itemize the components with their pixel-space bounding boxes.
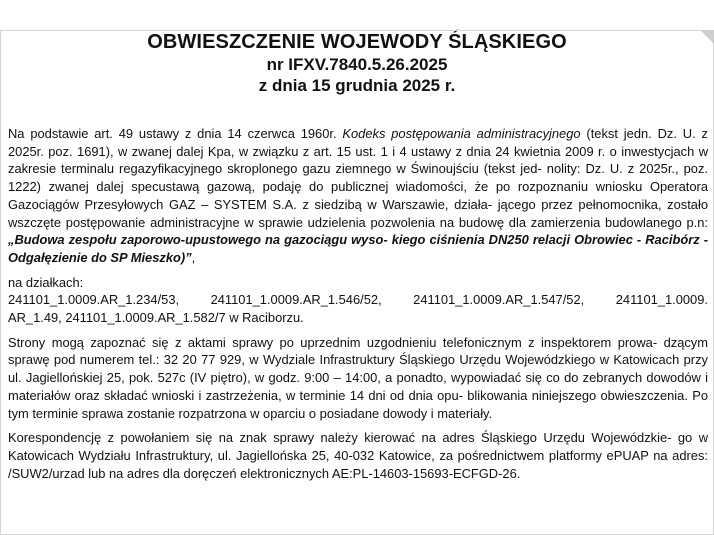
- text-line: rozpoznaniu wniosku Operatora Gazociągów Przesyłowych GAZ – SYSTEM S.A. z siedzibą w Warszawie, działa-: [8, 179, 708, 212]
- project-name-cont: kiego ciśnienia DN250 relacji Obrowiec - Racibórz - Odgałęzienie do SP Mieszko)”: [8, 232, 708, 265]
- text-line: w Katowicach przy ul. Jagiellońskiej 25, pok. 527c (IV piętro), w godz. 9:00 – 14:00, a ponadto, wypowiadać się: [8, 352, 708, 386]
- parcels-label: na działkach:: [8, 274, 84, 290]
- text-line: Na podstawie art. 49 ustawy z dnia 14 czerwca 1960r.: [8, 126, 343, 141]
- text-line: co do zebranych dowodów i materiałów oraz składać wnioski i zastrzeżenia, w terminie 14 dni od dnia opu-: [8, 370, 708, 403]
- parcel-id: 241101_1.0009.: [615, 292, 708, 308]
- project-name: „Budowa zespołu zaporowo-upustowego na gazociągu wyso-: [8, 232, 388, 248]
- paragraph-inspection: [8, 334, 708, 423]
- paragraph-legal-basis: [8, 125, 708, 267]
- text-line: go w Katowicach Wydziału Infrastruktury, ul. Jagiellońska 25, 40-032 Katowice, za pośrednictwem platformy: [8, 430, 708, 463]
- text-line: dowody i materiały.: [382, 405, 493, 421]
- parcel-id: 241101_1.0009.AR_1.546/52,: [210, 292, 382, 308]
- text-line: na budowę dla zamierzenia budowlanego p.n:: [439, 214, 709, 230]
- text-line: ePUAP na adres: /SUW2/urzad lub na adres dla doręczeń elektronicznych AE:PL-14603-15693-ECFGD-26.: [8, 447, 708, 481]
- text-line: Strony mogą zapoznać się z aktami sprawy po uprzednim uzgodnieniu telefonicznym z inspektorem prowa-: [8, 334, 658, 350]
- parcels-last-line: AR_1.49, 241101_1.0009.AR_1.582/7 w Raciborzu.: [8, 310, 304, 326]
- text-line: nolity: Dz. U. z 2025r., poz. 1222) zwanej dalej specustawą gazową, podaję do publicznej wiadomości, że po: [8, 161, 708, 195]
- paragraph-correspondence: [8, 429, 708, 482]
- document-title: OBWIESZCZENIE WOJEWODY ŚLĄSKIEGO: [147, 31, 567, 53]
- document-date: z dnia 15 grudnia 2025 r.: [258, 76, 456, 95]
- text-line: dzącym sprawę pod numerem tel.: 32 20 77 929, w Wydziale Infrastruktury Śląskiego Urzędu Wojewódzkiego: [8, 334, 708, 368]
- document-number: nr IFXV.7840.5.26.2025: [266, 55, 448, 74]
- parcel-id: 241101_1.0009.AR_1.547/52,: [413, 292, 585, 308]
- corner-fold: [700, 30, 714, 44]
- parcel-id: 241101_1.0009.AR_1.234/53,: [8, 292, 180, 308]
- text-line: o inwestycjach w zakresie terminalu regazyfikacyjnego skroplonego gazu ziemnego w Świnoujściu (tekst jed-: [8, 143, 709, 177]
- text-line: (tekst jedn.: [580, 126, 652, 141]
- code-name: Kodeks postępowania administracyjnego: [342, 126, 581, 141]
- text-line: jącego przez pełnomocnika, zostało wszczęte postępowanie administracyjne w sprawie udzielenia pozwolenia: [8, 196, 708, 230]
- parcels-row: [8, 291, 708, 309]
- text-line: ,: [191, 249, 196, 265]
- text-line: Korespondencję z powołaniem się na znak sprawy należy kierować na adres Śląskiego Urzędu Wojewódzkie-: [8, 430, 672, 446]
- text-line: blikowania niniejszego obwieszczenia. Po tym terminie sprawa zostanie rozpatrzona w oparciu o posiadane: [8, 387, 708, 421]
- announcement-body: [8, 125, 708, 482]
- text-line: Dz. U. z 2025r. poz. 1691), w zwanej dalej Kpa, w związku z art. 15 ust. 1 i 4 ustawy z dnia 24 kwietnia 2009 r.: [8, 126, 708, 159]
